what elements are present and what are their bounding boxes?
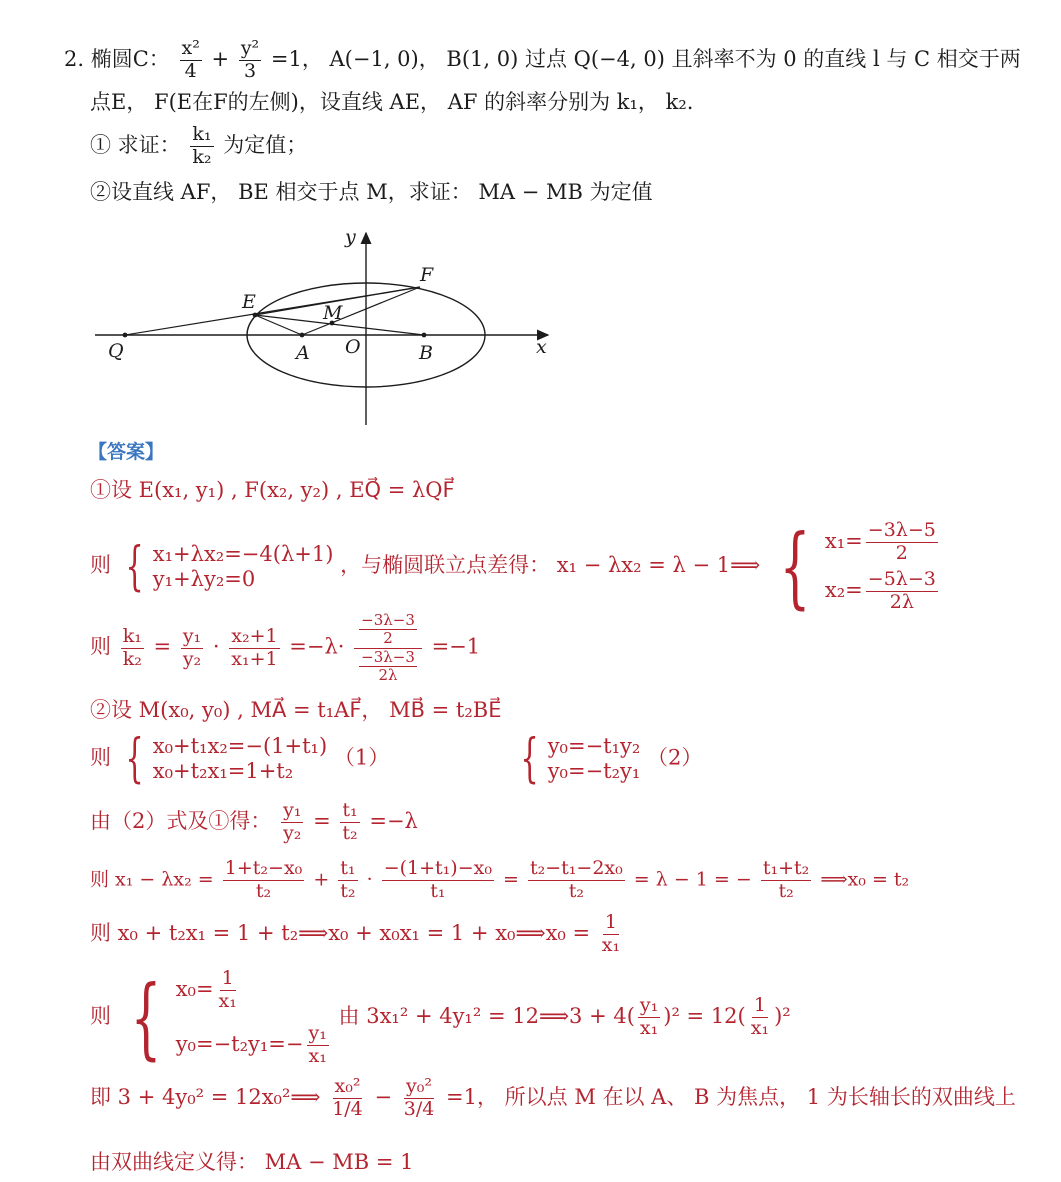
point-B [422,333,427,338]
problem-line-2: 点E， F(E在F的左侧)，设直线 AE， AF 的斜率分别为 k₁， k₂. [90,90,694,114]
answer-step-7: 则 x₁ − λx₂ = $\frac{\text{1+t₂−x₀}}{\text{t₂}}$ + $\frac{\text{t₁}}{\text{t₂}}$ · $\frac{\text{−(1+t₁)−x₀}}{\text{t₁}}$ = $\frac{\text{t₂−t₁−2x₀}}{\text{t₂}}$ = λ − 1 = − $\frac{\text{t₁+t₂}}{\text{t₂}}$ ⟹x₀ = t₂ [90,857,910,902]
fraction-y: $\frac{\text{y²}}{3}$ [240,37,260,82]
fraction-x: $\frac{\text{x²}}{4}$ [181,37,200,82]
problem-line-1: 2. 椭圆C： $\frac{\text{x²}}{4}$ + $\frac{\text{y²}}{3}$ =1， A(−1, 0)， B(1, 0) 过点 Q(−4, 0) 且斜率不为 0 的直线 l 与 C 相交于两 [64,37,1021,82]
label-M: M [323,302,343,324]
answer-step-5: 则 { x₀+t₁x₂=−(1+t₁) x₀+t₂x₁=1+t₂ （1） { y₀=−t₁y₂ y₀=−t₂y₁ （2） [90,729,703,789]
answer-step-6: 由（2）式及①得： $\frac{\text{y₁}}{\text{y₂}}$ = $\frac{\text{t₁}}{\text{t₂}}$ =−λ [90,799,418,844]
answer-step-10: 即 3 + 4y₀² = 12x₀²⟹ $\frac{\text{x₀²}}{1/4}$ − $\frac{\text{y₀²}}{3/4}$ =1， 所以点 M 在以 A、 B 为焦点， 1 为长轴长的双曲线上 [90,1075,1016,1120]
answer-step-8: 则 x₀ + t₂x₁ = 1 + t₂⟹x₀ + x₀x₁ = 1 + x₀⟹x₀ = $\frac{1}{\text{x₁}}$ [90,911,621,956]
answer-step-11: 由双曲线定义得： MA − MB = 1 [90,1150,414,1174]
answer-step-2: 则 { x₁+λx₂=−4(λ+1) y₁+λy₂=0 ，与椭圆联立点差得： x₁ − λx₂ = λ − 1⟹ { x₁= $\frac{-3\lambda-5}{2}$ x₂= $\frac{-5\lambda-3}{2\lambda}$ [90,514,936,618]
point-Q [123,333,128,338]
label-Q: Q [108,340,124,362]
problem-head: 椭圆C： [90,46,170,71]
label-y: y [345,226,356,248]
answer-step-9: 则 { x₀= $\frac{1}{\text{x₁}}$ y₀=−t₂y₁=− $\frac{\text{y₁}}{\text{x₁}}$ 由 3x₁² + 4y₁² = 12⟹3 + 4( $\frac{\text{y₁}}{\text{x₁}}$ )² = 12( $\frac{1}{\text{x₁}}$ )² [90,965,791,1069]
label-F: F [420,264,434,286]
question-2: ②设直线 AF， BE 相交于点 M，求证： MA − MB 为定值 [90,180,653,204]
ellipse-figure [90,225,570,430]
problem-number: 2. [64,46,85,71]
question-1: ① 求证： $\frac{\text{k₁}}{\text{k₂}}$ 为定值； [90,123,308,168]
label-B: B [419,342,433,364]
label-A: A [296,342,310,364]
problem-tail: =1， A(−1, 0)， B(1, 0) 过点 Q(−4, 0) 且斜率不为 0 的直线 l 与 C 相交于两 [270,46,1021,71]
fraction-k: $\frac{\text{k₁}}{\text{k₂}}$ [192,123,212,168]
point-E [253,313,258,318]
point-A [300,333,305,338]
answer-step-3: 则 $\frac{\text{k₁}}{\text{k₂}}$ = $\frac{\text{y₁}}{\text{y₂}}$ · $\frac{\text{x₂+1}}{\text{x₁+1}}$ =−λ· $\frac{\frac{-3\lambda-3}{2}}{\frac{-3\lambda-3}{2\lambda}}$ =−1 [90,611,481,684]
answer-step-1: ①设 E(x₁, y₁) , F(x₂, y₂) , EQ⃗ = λQF⃗ [90,478,455,502]
label-O: O [345,336,361,358]
label-E: E [242,291,256,313]
answer-step-4: ②设 M(x₀, y₀) , MA⃗ = t₁AF⃗， MB⃗ = t₂BE⃗ [90,698,502,722]
label-x: x [536,336,547,358]
answer-tag: 【答案】 [88,441,165,463]
